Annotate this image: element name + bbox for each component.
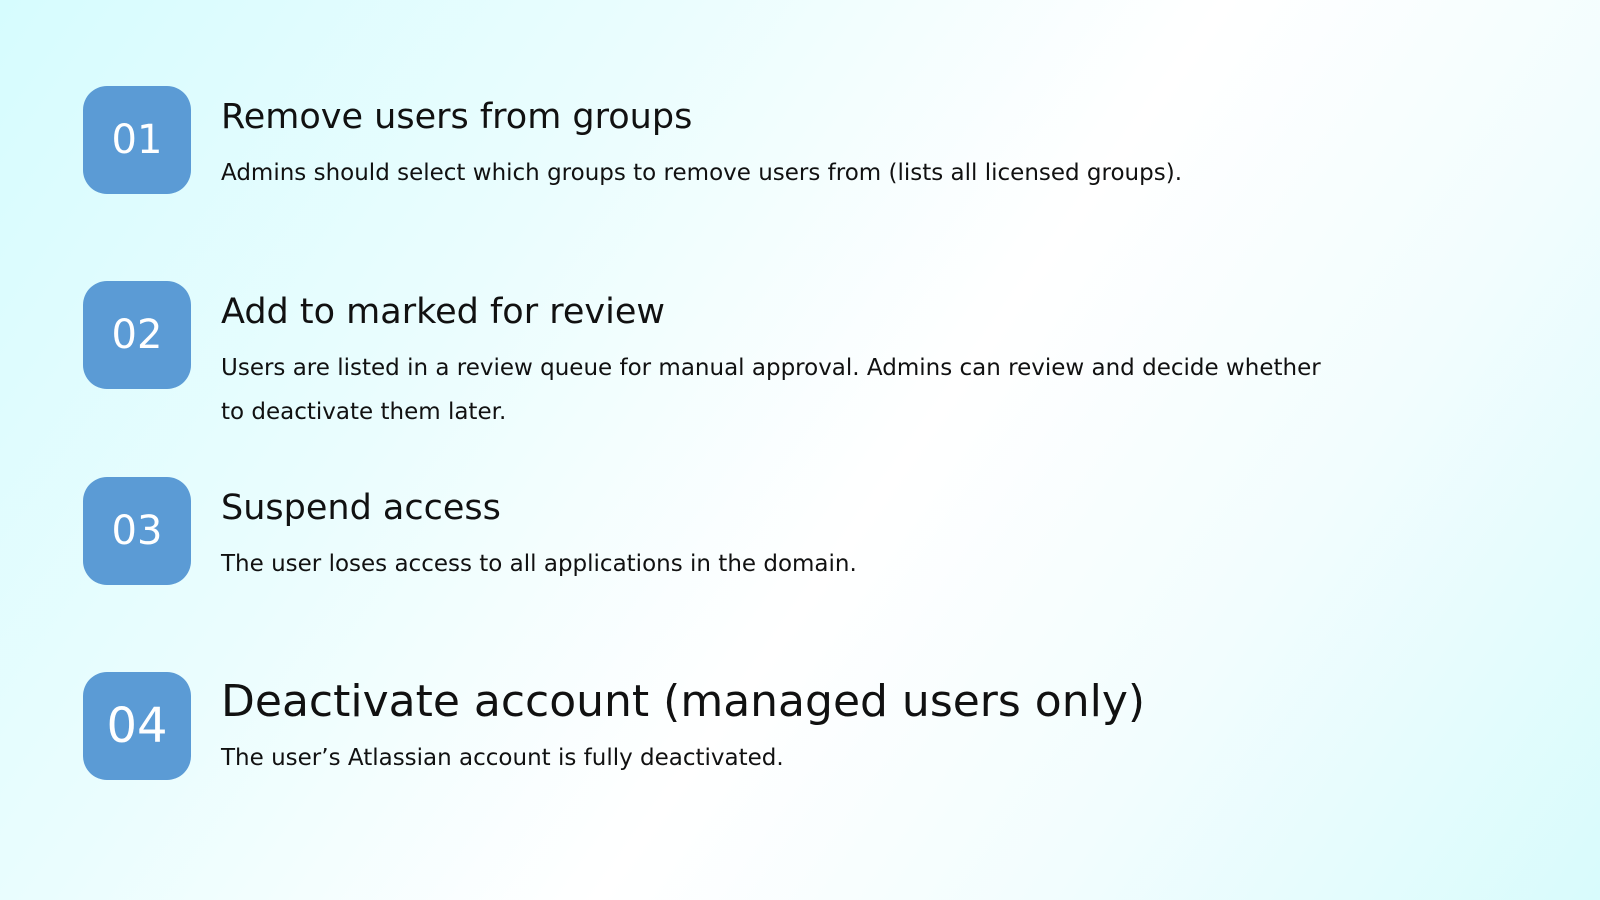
step-number-badge: 04: [83, 672, 191, 780]
step-text: [221, 281, 1331, 434]
step-title: Deactivate account (managed users only): [221, 676, 1146, 727]
step-title: Suspend access: [221, 488, 501, 528]
step-text: [221, 672, 1331, 780]
step-title: Add to marked for review: [221, 292, 665, 332]
step-number-badge: 03: [83, 477, 191, 585]
step-title: Remove users from groups: [221, 97, 693, 137]
step-number-badge: 02: [83, 281, 191, 389]
step-description: Admins should select which groups to remove users from (lists all licensed groups).: [221, 160, 1183, 186]
step-number-badge: 01: [83, 86, 191, 194]
step-description: The user’s Atlassian account is fully deactivated.: [221, 745, 784, 771]
step-description: Users are listed in a review queue for manual approval. Admins can review and decide whether to deactivate them later.: [221, 355, 1321, 425]
step-text: [221, 477, 1331, 586]
step-text: [221, 86, 1331, 195]
step-description: The user loses access to all applications in the domain.: [221, 551, 857, 577]
